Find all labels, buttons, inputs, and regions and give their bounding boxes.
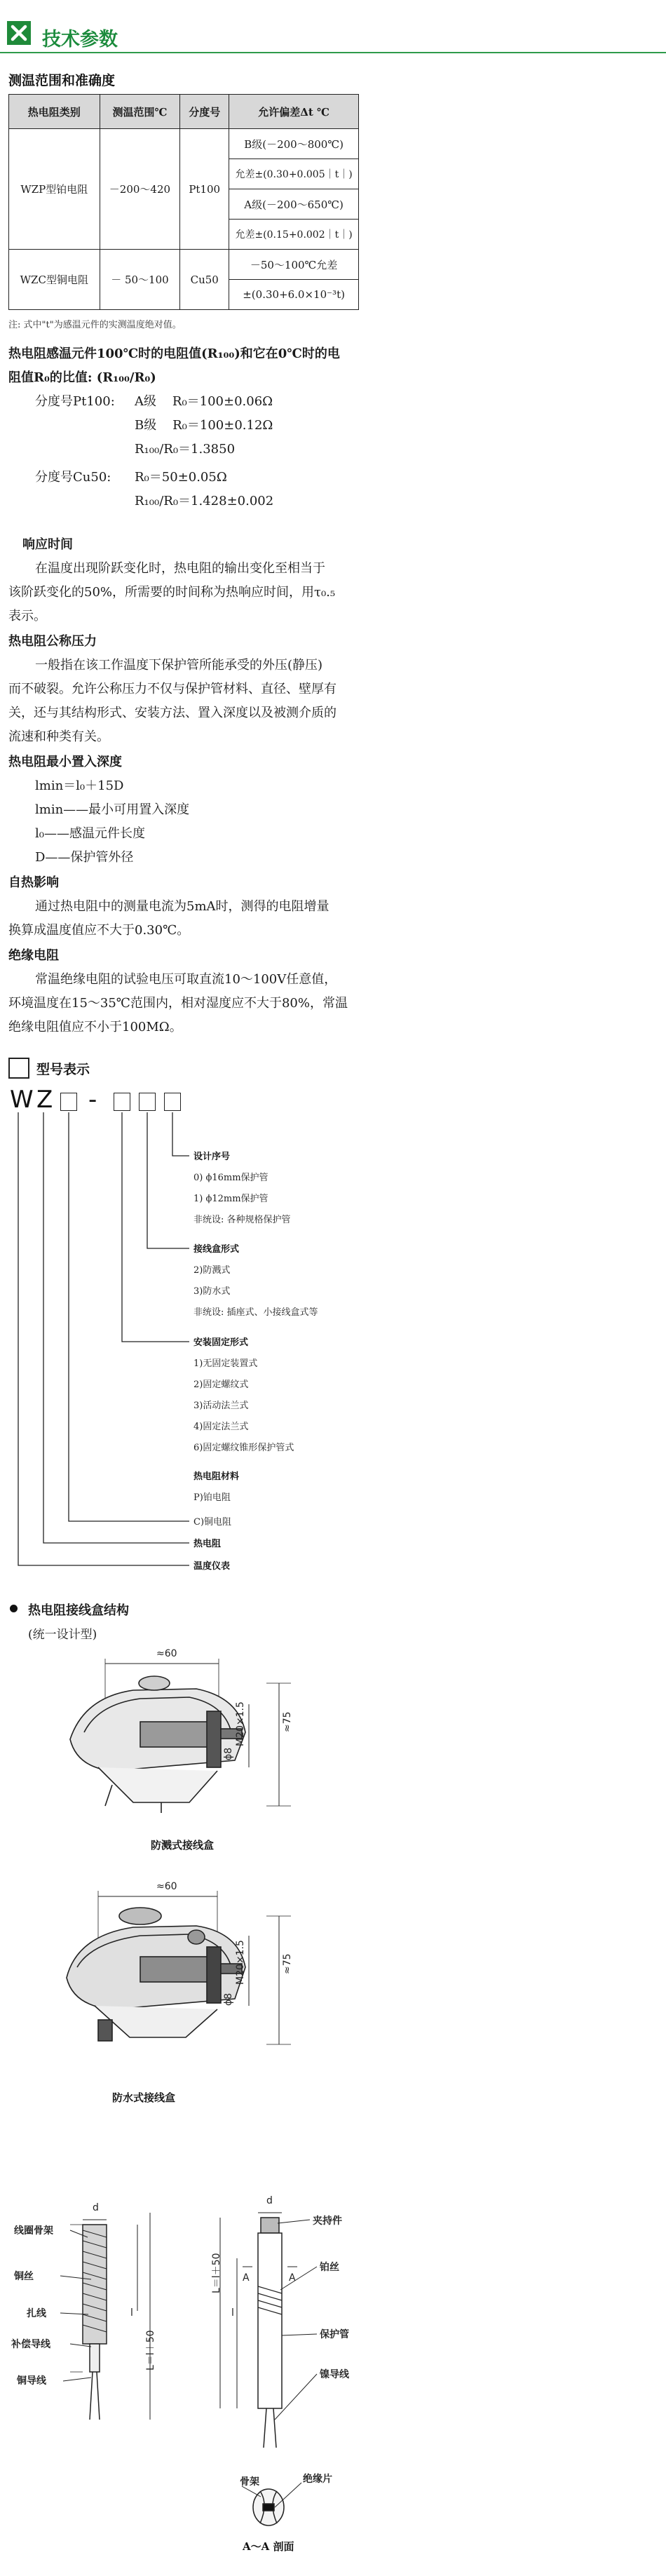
model-group-head: 温度仪表 [193, 1561, 231, 1572]
pressure-line: 一般指在该工作温度下保护管所能承受的外压(静压) [35, 658, 323, 673]
table-cell-range: －200～420 [100, 129, 180, 250]
ratio-title-line2: 阻值R₀的比值: (R₁₀₀/R₀) [8, 370, 156, 385]
section-caption: A～A 剖面 [243, 2540, 294, 2553]
model-group-head: 设计序号 [193, 1152, 231, 1162]
model-group-item: 6)固定螺纹锥形保护管式 [193, 1443, 294, 1453]
label-binding-wire: 扎线 [27, 2308, 46, 2319]
self-heating-title: 自热影响 [8, 875, 59, 890]
ratio-pt-b: B级 R₀＝100±0.12Ω [135, 418, 273, 433]
dim-L-label: L＝l＋50 [145, 2330, 156, 2371]
header-divider [0, 52, 666, 53]
dim-60-label: ≈60 [156, 1648, 177, 1659]
dim-d-label: d [266, 2195, 273, 2206]
label-skeleton: 骨架 [240, 2476, 259, 2488]
spec-table [8, 94, 359, 310]
table-cell-tolerance: 允差±(0.15+0.002｜t｜) [229, 220, 359, 250]
ratio-pt-a: A级 R₀＝100±0.06Ω [135, 394, 273, 409]
model-group-head: 热电阻材料 [193, 1471, 240, 1482]
model-group-item: 1)无固定装置式 [193, 1358, 258, 1369]
section-box-icon [8, 1058, 29, 1079]
waterproof-box-drawing [56, 1887, 322, 2062]
model-title: 型号表示 [36, 1062, 90, 1077]
dim-phi8-label: ϕ8 [223, 1992, 234, 2006]
model-letter-z: Z [36, 1086, 53, 1114]
table-cell-type: WZP型铂电阻 [9, 129, 100, 250]
model-letter-w: W [10, 1086, 34, 1114]
ratio-cu-label: 分度号Cu50: [35, 470, 111, 485]
model-group-item: 3)活动法兰式 [193, 1401, 249, 1411]
model-group-item: C)铜电阻 [193, 1517, 232, 1528]
page-title: 技术参数 [42, 29, 118, 50]
table-cell-tolerance: B级(－200～800℃) [229, 129, 359, 159]
depth-line: D——保护管外径 [35, 850, 134, 865]
model-group-item: 非统设: 各种规格保护管 [193, 1215, 291, 1225]
x-logo-icon [7, 21, 31, 45]
dim-l-label: l [130, 2307, 133, 2319]
dim-L-label: L＝l＋50 [211, 2253, 222, 2293]
structure-subtitle: (统一设计型) [28, 1628, 97, 1642]
model-group-head: 安装固定形式 [193, 1337, 249, 1348]
dim-m20-label: M20×1.5 [235, 1940, 246, 1985]
model-group-item: 4)固定法兰式 [193, 1422, 249, 1432]
table-note: 注: 式中"t"为感温元件的实测温度绝对值。 [8, 320, 182, 330]
table-cell-tolerance: －50～100℃允差 [229, 250, 359, 280]
model-leader-lines [0, 1108, 210, 1599]
table-cell-grade: Pt100 [180, 129, 229, 250]
table-row [9, 250, 359, 280]
bullet-icon [10, 1605, 18, 1612]
dim-75-label: ≈75 [282, 1953, 293, 1974]
table-header-cell: 热电阻类别 [9, 95, 100, 129]
table-cell-tolerance: ±(0.30+6.0×10⁻³t) [229, 280, 359, 310]
range-section-title: 测温范围和准确度 [8, 73, 116, 88]
table-header-cell: 分度号 [180, 95, 229, 129]
insulation-line: 绝缘电阻值应不小于100MΩ。 [8, 1020, 182, 1034]
table-cell-tolerance: 允差±(0.30+0.005｜t｜) [229, 159, 359, 189]
pressure-line: 关，还与其结构形式、安装方法、置入深度以及被测介质的 [8, 706, 337, 720]
dim-m20-label: M20×1.5 [235, 1701, 246, 1746]
structure-title: 热电阻接线盒结构 [28, 1603, 129, 1618]
table-row [9, 129, 359, 159]
box1-caption: 防溅式接线盒 [151, 1839, 215, 1852]
ratio-cu-r0: R₀＝50±0.05Ω [135, 470, 227, 485]
dim-A-label: A [289, 2272, 296, 2284]
model-dash: - [88, 1086, 97, 1114]
dim-60-label: ≈60 [156, 1881, 177, 1892]
response-line: 在温度出现阶跃变化时，热电阻的输出变化至相当于 [35, 561, 325, 576]
box2-caption: 防水式接线盒 [112, 2091, 176, 2104]
response-line: 该阶跃变化的50%，所需要的时间称为热响应时间，用τ₀.₅ [8, 585, 336, 600]
label-copper-wire: 铜丝 [14, 2271, 34, 2282]
table-cell-type: WZC型铜电阻 [9, 250, 100, 310]
label-clamp: 夹持件 [313, 2216, 342, 2227]
depth-line: l₀——感温元件长度 [35, 826, 145, 841]
model-group-item: 0) ϕ16mm保护管 [193, 1173, 269, 1183]
self-heating-line: 换算成温度值应不大于0.30℃。 [8, 923, 190, 938]
pressure-title: 热电阻公称压力 [8, 634, 97, 649]
label-nickel-lead: 镍导线 [320, 2369, 349, 2380]
table-cell-grade: Cu50 [180, 250, 229, 310]
insulation-line: 环境温度在15～35℃范围内，相对湿度应不大于80%，常温 [8, 996, 348, 1011]
model-group-item: 1) ϕ12mm保护管 [193, 1194, 269, 1204]
table-header-cell: 允许偏差Δt ℃ [229, 95, 359, 129]
response-line: 表示。 [8, 609, 46, 623]
insulation-line: 常温绝缘电阻的试验电压可取直流10～100V任意值， [35, 972, 337, 987]
page-header [0, 0, 666, 55]
dim-75-label: ≈75 [282, 1711, 293, 1732]
response-title: 响应时间 [22, 537, 73, 552]
pressure-line: 而不破裂。允许公称压力不仅与保护管材料、直径、壁厚有 [8, 682, 337, 696]
dim-A-label: A [243, 2272, 250, 2284]
table-cell-range: － 50～100 [100, 250, 180, 310]
table-header-cell: 测温范围℃ [100, 95, 180, 129]
dim-d-label: d [93, 2202, 99, 2213]
label-copper-lead: 铜导线 [17, 2375, 46, 2387]
label-insulating-sheet: 绝缘片 [303, 2474, 332, 2485]
model-group-item: 2)固定螺纹式 [193, 1380, 249, 1390]
ratio-pt-ratio: R₁₀₀/R₀＝1.3850 [135, 442, 236, 457]
insulation-title: 绝缘电阻 [8, 948, 59, 963]
dim-phi8-label: ϕ8 [223, 1747, 234, 1760]
dim-l-label: l [231, 2307, 234, 2319]
table-cell-tolerance: A级(－200～650℃) [229, 189, 359, 220]
model-group-item: 2)防溅式 [193, 1265, 231, 1276]
self-heating-line: 通过热电阻中的测量电流为5mA时，测得的电阻增量 [35, 899, 329, 914]
ratio-cu-ratio: R₁₀₀/R₀＝1.428±0.002 [135, 494, 274, 508]
model-group-item: 3)防水式 [193, 1286, 231, 1297]
table-header-row [9, 95, 359, 129]
pressure-line: 流速和种类有关。 [8, 729, 109, 744]
ratio-title-line1: 热电阻感温元件100℃时的电阻值(R₁₀₀)和它在0℃时的电 [8, 346, 340, 361]
label-compensation-wire: 补偿导线 [11, 2339, 50, 2350]
label-protection-tube: 保护管 [320, 2329, 349, 2340]
depth-line: lmin——最小可用置入深度 [35, 802, 190, 817]
ratio-pt-label: 分度号Pt100: [35, 394, 115, 409]
model-group-item: P)铂电阻 [193, 1492, 231, 1503]
label-coil-frame: 线圈骨架 [14, 2225, 53, 2237]
depth-line: lmin＝l₀＋15D [35, 778, 124, 793]
depth-title: 热电阻最小置入深度 [8, 755, 122, 769]
model-group-item: 非统设: 插座式、小接线盒式等 [193, 1307, 318, 1318]
label-platinum-wire: 铂丝 [320, 2262, 339, 2273]
splash-proof-box-drawing [56, 1655, 322, 1823]
model-group-head: 接线盒形式 [193, 1244, 240, 1255]
model-group-head: 热电阻 [193, 1539, 222, 1549]
